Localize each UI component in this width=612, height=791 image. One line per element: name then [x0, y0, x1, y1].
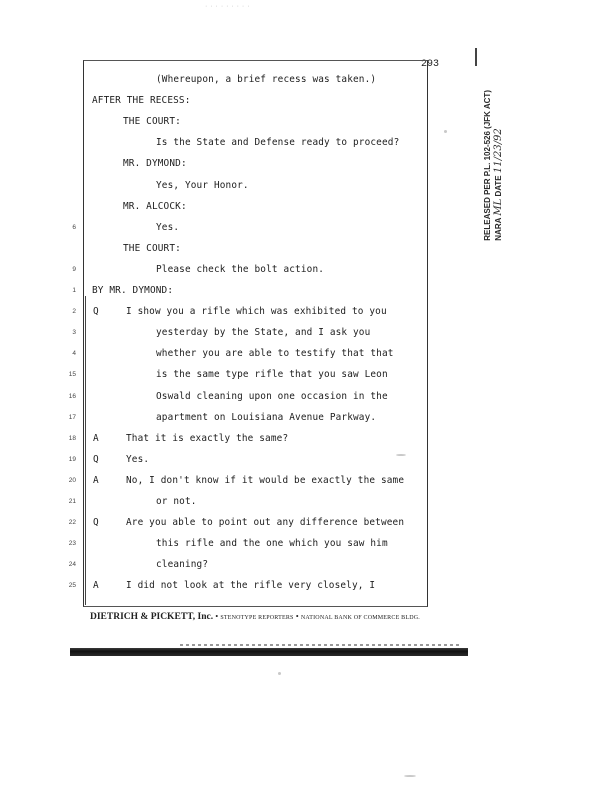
line-number: 22 — [68, 519, 76, 527]
stamp-date: 11/23/92 — [493, 128, 504, 174]
transcript-line: That it is exactly the same? — [126, 432, 289, 444]
stamp-tick — [475, 48, 477, 66]
transcript-line: yesterday by the State, and I ask you — [156, 327, 371, 339]
line-number: 23 — [68, 540, 76, 548]
transcript-line: this rifle and the one which you saw him — [156, 538, 388, 550]
transcript-line: THE COURT: — [123, 242, 181, 254]
reporter-footer — [90, 611, 420, 622]
transcript-line: Yes. — [126, 453, 150, 465]
line-number: 21 — [68, 498, 76, 505]
scan-smudge — [404, 775, 416, 777]
page-number: 293 — [421, 59, 440, 70]
transcript-line: whether you are able to testify that that — [156, 348, 394, 360]
answer-marker: A — [93, 580, 99, 592]
line-number: 15 — [68, 371, 76, 379]
reporter-type: STENOTYPE REPORTERS — [220, 615, 294, 621]
footer-separator: • — [215, 611, 221, 621]
transcript-line: AFTER THE RECESS: — [92, 95, 191, 107]
transcript-line: Are you able to point out any difference between — [126, 517, 405, 529]
line-number: 16 — [68, 392, 76, 400]
transcript-line: MR. DYMOND: — [123, 158, 187, 170]
scan-smudge — [278, 672, 281, 675]
line-number: 2 — [72, 308, 76, 316]
question-marker: Q — [93, 306, 99, 318]
stamp-initials: ML — [493, 198, 504, 216]
transcript-line: I did not look at the rifle very closely, I — [126, 580, 376, 592]
line-number: 25 — [68, 582, 76, 590]
transcript-line: Is the State and Defense ready to proceed? — [156, 137, 400, 149]
transcript-line: is the same type rifle that you saw Leon — [156, 369, 388, 381]
transcript-line: MR. ALCOCK: — [123, 200, 187, 212]
transcript-line: Please check the bolt action. — [156, 263, 325, 275]
line-number: 20 — [68, 476, 76, 484]
release-stamp-line2 — [493, 90, 504, 241]
transcript-line: BY MR. DYMOND: — [92, 285, 174, 296]
release-stamp-line1: RELEASED PER P.L. 102-526 (JFK ACT) — [483, 90, 492, 241]
reporter-firm: DIETRICH & PICKETT, Inc. — [90, 612, 214, 622]
transcript-line: I show you a rifle which was exhibited to you — [126, 306, 387, 318]
line-number: 9 — [72, 265, 76, 273]
scan-bar — [70, 648, 468, 656]
line-number: 18 — [68, 434, 76, 442]
transcript-line: Yes. — [156, 221, 180, 233]
reporter-address: NATIONAL BANK OF COMMERCE BLDG. — [300, 615, 420, 621]
transcript-line: or not. — [156, 496, 197, 507]
question-marker: Q — [93, 517, 99, 529]
footer-separator: • — [295, 611, 301, 621]
stamp-date-label: DATE — [494, 175, 503, 197]
answer-marker: A — [93, 432, 99, 444]
question-marker: Q — [93, 453, 99, 465]
transcript-line: Oswald cleaning upon one occasion in the — [156, 390, 388, 402]
scan-smudge — [396, 454, 406, 456]
line-number: 19 — [68, 455, 76, 463]
margin-rule — [85, 296, 86, 605]
transcript-line: (Whereupon, a brief recess was taken.) — [156, 74, 377, 85]
line-number: 1 — [72, 287, 76, 294]
transcript-line: Yes, Your Honor. — [156, 179, 249, 191]
transcript-line: apartment on Louisiana Avenue Parkway. — [156, 411, 377, 423]
scan-bar-thin — [180, 644, 460, 646]
scan-smudge — [444, 130, 447, 133]
line-number: 24 — [68, 561, 76, 569]
answer-marker: A — [93, 474, 99, 486]
release-stamp — [482, 90, 504, 241]
transcript-line: No, I don't know if it would be exactly the same — [126, 474, 405, 486]
scan-header: · · · · · · · · · — [205, 3, 251, 10]
transcript-line: THE COURT: — [123, 116, 181, 128]
line-number: 3 — [72, 329, 76, 337]
transcript-line: cleaning? — [156, 559, 209, 571]
line-number: 17 — [68, 413, 76, 421]
line-number: 4 — [72, 350, 76, 358]
stamp-nara: NARA — [494, 217, 503, 241]
line-number: 6 — [72, 223, 76, 231]
